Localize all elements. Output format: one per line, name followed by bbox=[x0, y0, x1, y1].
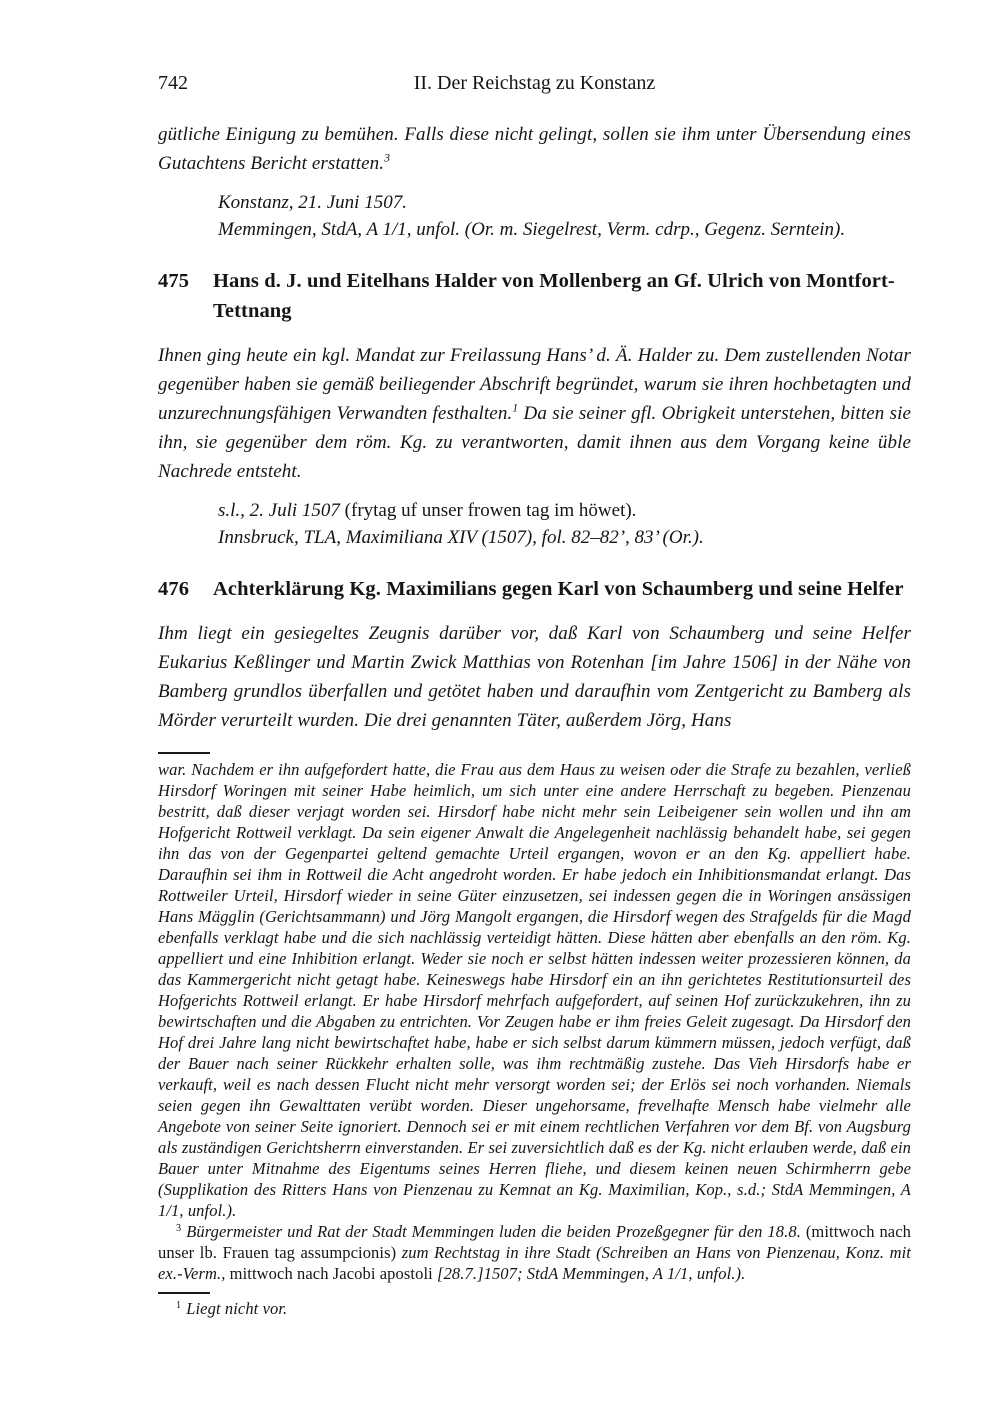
entry-476-title: Achterklärung Kg. Maximilians gegen Karl von Schaumberg und seine Helfer bbox=[213, 578, 904, 600]
footnote-ref-3: 3 bbox=[384, 151, 391, 165]
footnote-separator-rule bbox=[158, 752, 210, 754]
footnote-1-marker: 1 bbox=[176, 1299, 182, 1311]
page-number: 742 bbox=[158, 72, 188, 94]
intro-source-line: Memmingen, StdA, A 1/1, unfol. (Or. m. Siegelrest, Verm. cdrp., Gegenz. Serntein). bbox=[218, 219, 846, 240]
entry-475-source-line: Innsbruck, TLA, Maximiliana XIV (1507), fol. 82–82’, 83’ (Or.). bbox=[218, 527, 704, 548]
entry-476-heading bbox=[158, 574, 911, 604]
footnote-continuation: war. Nachdem er ihn aufgefordert hatte, die Frau aus dem Haus zu weisen oder die Strafe zu bezahlen, verließ Hirsdorf Woringen mit seiner Habe heimlich, um sich unter eine andere Herrschaft zu begeben. Pienzenau bestritt, daß dieser verjagt worden sei. Hirsdorf habe nicht mehr sein Leibeigener sein wollen und ihn am Hofgericht Rottweil verklagt. Da sein eigener Anwalt die Angelegenheit nachlässig behandelt habe, sei gegen ihn das von der Gegenpartei geltend gemachte Urteil ergangen, wovon er an den Kg. appelliert habe. Daraufhin sei ihm in Rottweil die Acht angedroht worden. Er habe jedoch ein Inhibitionsmandat erlangt. Das Rottweiler Urteil, Hirsdorf wieder in seine Güter einzusetzen, sei indessen gegen die in Woringen ansässigen Hans Mägglin (Gerichtsammann) und Jörg Mangolt ergangen, die Hirsdorf wegen des Strafgelds für die Magd ebenfalls verklagt habe und die sich nachlässig verteidigt hätten. Diese hätten aber ebenfalls an den röm. Kg. appelliert und eine Inhibition erlangt. Weder sie noch er selbst hätten indessen weiter prozessieren können, da das Kammergericht nicht getagt habe. Keineswegs habe Hirsdorf ein an ihn gerichtetes Restitutionsurteil des Hofgerichts Rottweil erlangt. Er habe Hirsdorf mehrfach aufgefordert, auf seinen Hof zurückzukehren, ihn zu bewirtschaften und die Abgaben zu entrichten. Vor Zeugen habe er ihm freies Geleit zugesagt. Da Hirsdorf den Hof drei Jahre lang nicht bewirtschaftet habe, habe er sich selbst darum kümmern müssen, jedoch verfügt, daß der Bauer nach seiner Rückkehr erhalten solle, was ihm rechtmäßig zustehe. Das Vieh Hirsdorfs habe er verkauft, weil es nach dessen Flucht nicht mehr versorgt worden sei; der Erlös sei noch vorhanden. Niemals seien gegen ihn Gewalttaten verübt worden. Dieser ungehorsame, frevelhafte Mensch habe vielmehr alle Angebote von seiner Seite ignoriert. Dennoch sei er mit einem rechtlichen Verfahren vor dem Bf. von Augsburg als zuständigen Gerichtsherrn einverstanden. Er sei zuversichtlich daß es der Kg. nicht erlauben werde, daß ein Bauer unter Mitnahme des Eigentums seines Herren fliehe, und diesem keinen neuen Schirmherrn gebe (Supplikation des Ritters Hans von Pienzenau zu Kemnat an Kg. Maximilian, Kop., s.d.; StdA Memmingen, A 1/1, unfol.). bbox=[158, 760, 911, 1220]
entry-475-dateline-place-date: s.l., 2. Juli 1507 bbox=[218, 500, 340, 521]
entry-476-body: Ihm liegt ein gesiegeltes Zeugnis darüber vor, daß Karl von Schaumberg und seine Helfer Eukarius Keßlinger und Martin Zwick Matthias von Rotenhan [im Jahre 1506] in der Nähe von Bamberg grundlos überfallen und getötet haben und daraufhin vom Zentgericht zu Bamberg als Mörder verurteilt wurden. Die drei genannten Täter, außerdem Jörg, Hans bbox=[158, 623, 911, 731]
entry-475-title: Hans d. J. und Eitelhans Halder von Mollenberg an Gf. Ulrich von Montfort-Tettnang bbox=[213, 270, 895, 322]
intro-text: gütliche Einigung zu bemühen. Falls diese nicht gelingt, sollen sie ihm unter Übersendung eines Gutachtens Bericht erstatten. bbox=[158, 124, 911, 174]
entry-475-number: 475 bbox=[158, 270, 190, 292]
footnote-3-part-3: zum Rechtstag in ihre Stadt (Schreiben an Hans von Pienzenau, Konz. mit ex.-Verm., bbox=[158, 1243, 911, 1283]
footnote-1 bbox=[158, 1298, 911, 1319]
footnote-3-part-5: [28.7.]1507; StdA Memmingen, A 1/1, unfol.). bbox=[437, 1264, 746, 1283]
footnote-3 bbox=[158, 1221, 911, 1284]
running-title: II. Der Reichstag zu Konstanz bbox=[413, 72, 656, 94]
entry-475-body bbox=[158, 341, 911, 486]
text-block bbox=[158, 70, 911, 1319]
footnote-3-marker: 3 bbox=[176, 1222, 182, 1234]
footnote-area bbox=[158, 752, 911, 1319]
footnote-3-part-4: mittwoch nach Jacobi apostoli bbox=[225, 1264, 438, 1283]
entry-475-heading bbox=[158, 266, 911, 326]
entry-476-number: 476 bbox=[158, 578, 190, 600]
entry-475-body-text: Ihnen ging heute ein kgl. Mandat zur Freilassung Hans’ d. Ä. Halder zu. Dem zustellenden Notar gegenüber haben sie gemäß beiliegender Abschrift begründet, warum sie ihren hochbetagten und unzurechnungsfähigen Verwandten festhalten. bbox=[158, 345, 911, 424]
footnote-ref-1: 1 bbox=[512, 401, 519, 415]
entry-475-dateline-gloss: (frytag uf unser frowen tag im höwet). bbox=[339, 500, 637, 521]
footnote-1-separator-rule bbox=[158, 1292, 210, 1294]
footnote-3-part-2: (mittwoch nach unser lb. Frauen tag assumpcionis) bbox=[158, 1222, 911, 1262]
footnote-1-text: Liegt nicht vor. bbox=[186, 1299, 288, 1318]
entry-475-body-text-after: Da sie seiner gfl. Obrigkeit unterstehen, bitten sie ihn, sie gegenüber dem röm. Kg. zu verantworten, damit ihnen aus dem Vorgang keine üble Nachrede entsteht. bbox=[158, 403, 911, 482]
footnote-3-part-1: Bürgermeister und Rat der Stadt Memmingen luden die beiden Prozeßgegner für den 18.8. bbox=[186, 1222, 801, 1241]
intro-dateline: Konstanz, 21. Juni 1507. bbox=[218, 192, 407, 213]
intro-paragraph bbox=[158, 120, 911, 178]
entry-475-dating-block bbox=[218, 497, 911, 551]
entry-475-dateline bbox=[218, 497, 911, 524]
intro-dating-block bbox=[218, 189, 911, 243]
running-head bbox=[158, 70, 911, 96]
